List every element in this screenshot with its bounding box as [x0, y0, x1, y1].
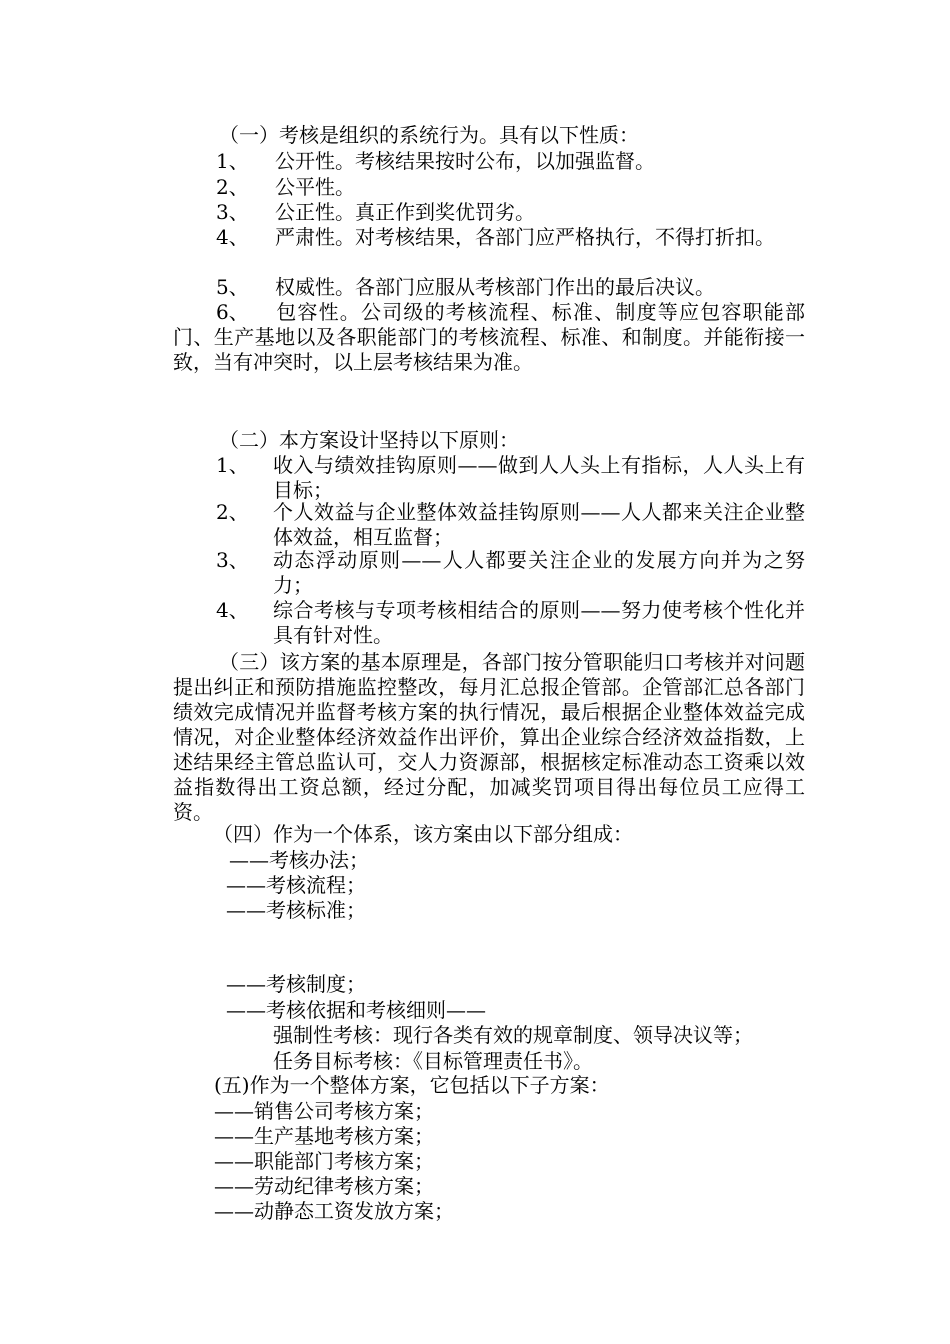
- section4-part: ——考核标准；: [226, 898, 366, 922]
- item-number: 5、: [216, 275, 249, 299]
- section4-subitem: 强制性考核：现行各类有效的规章制度、领导决议等；: [273, 1023, 753, 1047]
- section5-item: ——动静态工资发放方案；: [214, 1199, 454, 1223]
- section5-item: ——销售公司考核方案；: [214, 1099, 434, 1123]
- item-text: 公开性。考核结果按时公布，以加强监督。: [275, 149, 655, 173]
- item-number: 4、: [216, 225, 249, 249]
- item-text: 公正性。真正作到奖优罚劣。: [275, 200, 535, 224]
- section4-part: ——考核制度；: [226, 972, 366, 996]
- item-text: 综合考核与专项考核相结合的原则——努力使考核个性化并具有针对性。: [273, 598, 805, 647]
- item-number: 6、: [216, 300, 249, 324]
- item-number: 2、: [216, 175, 249, 199]
- section3-paragraph: （三）该方案的基本原理是，各部门按分管职能归口考核并对问题提出纠正和预防措施监控整改，每月汇总报企管部。企管部汇总各部门绩效完成情况并监督考核方案的执行情况，最后根据企业整体效益完成情况，对企业整体经济效益作出评价，算出企业综合经济效益指数，上述结果经主管总监认可，交人力资源部，根据核定标准动态工资乘以效益指数得出工资总额，经过分配，加减奖罚项目得出每位员工应得工资。: [173, 650, 805, 824]
- item-text: 包容性。公司级的考核流程、标准、制度等应包容职能部门、生产基地以及各职能部门的考核流程、标准、和制度。并能衔接一致，当有冲突时，以上层考核结果为准。: [173, 300, 805, 374]
- section1-heading: （一）考核是组织的系统行为。具有以下性质：: [219, 123, 639, 147]
- item-text: 权威性。各部门应服从考核部门作出的最后决议。: [275, 275, 715, 299]
- item-number: 3、: [216, 200, 249, 224]
- section5-item: ——生产基地考核方案；: [214, 1124, 434, 1148]
- item-number: 1、: [216, 453, 249, 477]
- section2-heading: （二）本方案设计坚持以下原则：: [219, 428, 519, 452]
- item-number: 2、: [216, 500, 249, 524]
- section5-item: ——职能部门考核方案；: [214, 1149, 434, 1173]
- section4-part: ——考核流程；: [226, 873, 366, 897]
- section1-item6: [173, 300, 805, 375]
- section4-part: ——考核办法；: [229, 848, 369, 872]
- item-number: 1、: [216, 149, 249, 173]
- section5-heading: (五)作为一个整体方案，它包括以下子方案：: [214, 1073, 610, 1097]
- item-text: 公平性。: [275, 175, 355, 199]
- section4-subitem: 任务目标考核：《目标管理责任书》。: [273, 1049, 593, 1073]
- item-text: 收入与绩效挂钩原则——做到人人头上有指标，人人头上有目标；: [273, 453, 805, 502]
- section4-heading: （四）作为一个体系，该方案由以下部分组成：: [213, 822, 633, 846]
- item-text: 动态浮动原则——人人都要关注企业的发展方向并为之努力；: [273, 548, 805, 597]
- item-number: 4、: [216, 598, 249, 622]
- item-text: 个人效益与企业整体效益挂钩原则——人人都来关注企业整体效益，相互监督；: [273, 500, 805, 549]
- section5-item: ——劳动纪律考核方案；: [214, 1174, 434, 1198]
- item-number: 3、: [216, 548, 249, 572]
- item-text: 严肃性。对考核结果，各部门应严格执行，不得打折扣。: [275, 225, 775, 249]
- section4-part: ——考核依据和考核细则——: [226, 998, 486, 1022]
